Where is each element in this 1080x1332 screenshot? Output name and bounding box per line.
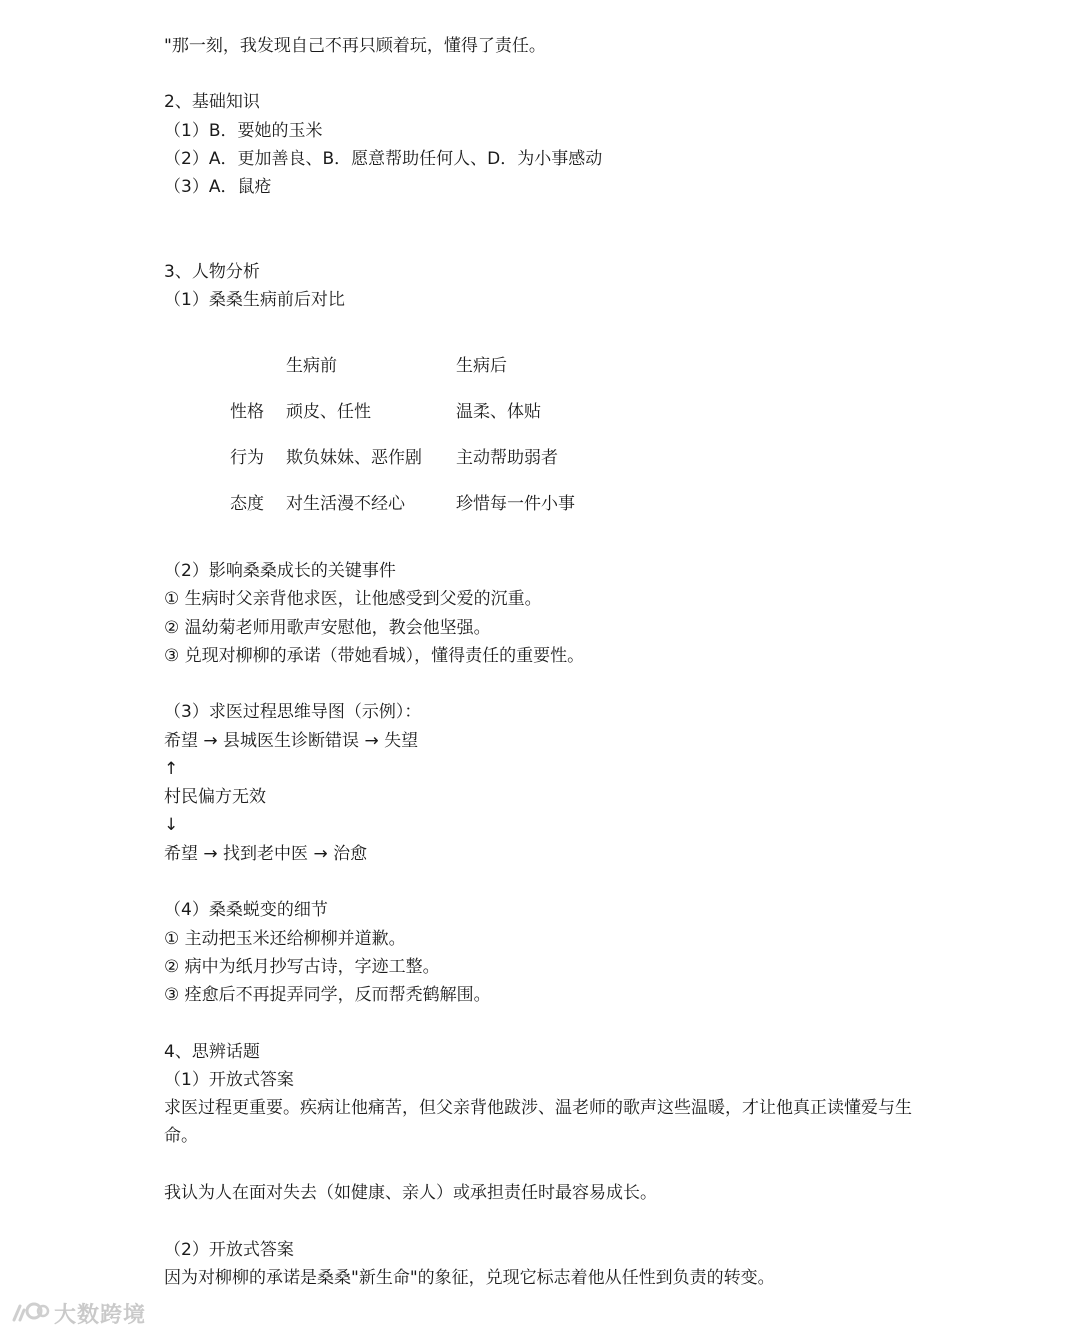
watermark xyxy=(10,1298,146,1328)
table-cell: 温柔、体贴 xyxy=(456,402,541,422)
list-item: ① 主动把玉米还给柳柳并道歉。 xyxy=(164,929,406,949)
answer-paragraph: 我认为人在面对失去（如健康、亲人）或承担责任时最容易成长。 xyxy=(164,1183,657,1203)
list-item: ① 生病时父亲背他求医，让他感受到父爱的沉重。 xyxy=(164,589,542,609)
mind-map-line: 希望 → 县城医生诊断错误 → 失望 xyxy=(164,731,419,751)
list-item: ② 病中为纸月抄写古诗，字迹工整。 xyxy=(164,957,440,977)
table-cell: 顽皮、任性 xyxy=(286,402,371,422)
table-row-label: 态度 xyxy=(230,494,264,514)
table-cell: 对生活漫不经心 xyxy=(286,494,405,514)
subsection-heading: （3）求医过程思维导图（示例）： xyxy=(164,702,422,722)
answer-item: （3）A．鼠疮 xyxy=(164,177,272,197)
list-item: ③ 痊愈后不再捉弄同学，反而帮秃鹤解围。 xyxy=(164,985,491,1005)
subsection-heading: （2）开放式答案 xyxy=(164,1240,294,1260)
subsection-heading: （4）桑桑蜕变的细节 xyxy=(164,900,328,920)
section-heading-basics: 2、基础知识 xyxy=(164,92,260,112)
answer-item: （1）B．要她的玉米 xyxy=(164,121,323,141)
subsection-heading: （2）影响桑桑成长的关键事件 xyxy=(164,561,396,581)
mind-map-line: 希望 → 找到老中医 → 治愈 xyxy=(164,844,368,864)
list-item: ③ 兑现对柳柳的承诺（带她看城），懂得责任的重要性。 xyxy=(164,646,585,666)
brand-logo-icon xyxy=(10,1300,50,1326)
watermark-text: 大数跨境 xyxy=(54,1302,147,1328)
subsection-heading: （1）开放式答案 xyxy=(164,1070,294,1090)
table-cell: 欺负妹妹、恶作剧 xyxy=(286,448,422,468)
table-header-before: 生病前 xyxy=(286,356,337,376)
section-heading-debate: 4、思辨话题 xyxy=(164,1042,260,1062)
down-arrow-icon: ↓ xyxy=(164,815,179,835)
table-cell: 主动帮助弱者 xyxy=(456,448,558,468)
answer-item: （2）A．更加善良、B．愿意帮助任何人、D．为小事感动 xyxy=(164,149,603,169)
table-row-label: 行为 xyxy=(230,448,264,468)
answer-paragraph: 求医过程更重要。疾病让他痛苦，但父亲背他跋涉、温老师的歌声这些温暖，才让他真正读懂爱与生命。 xyxy=(164,1098,912,1146)
subsection-heading: （1）桑桑生病前后对比 xyxy=(164,290,345,310)
table-cell: 珍惜每一件小事 xyxy=(456,494,575,514)
intro-quote-line: "那一刻，我发现自己不再只顾着玩，懂得了责任。 xyxy=(164,36,546,56)
table-header-after: 生病后 xyxy=(456,356,507,376)
mind-map-line: 村民偏方无效 xyxy=(164,787,266,807)
table-row-label: 性格 xyxy=(230,402,264,422)
list-item: ② 温幼菊老师用歌声安慰他，教会他坚强。 xyxy=(164,618,491,638)
up-arrow-icon: ↑ xyxy=(164,759,179,779)
answer-paragraph: 因为对柳柳的承诺是桑桑"新生命"的象征，兑现它标志着他从任性到负责的转变。 xyxy=(164,1268,775,1288)
section-heading-character-analysis: 3、人物分析 xyxy=(164,262,260,282)
